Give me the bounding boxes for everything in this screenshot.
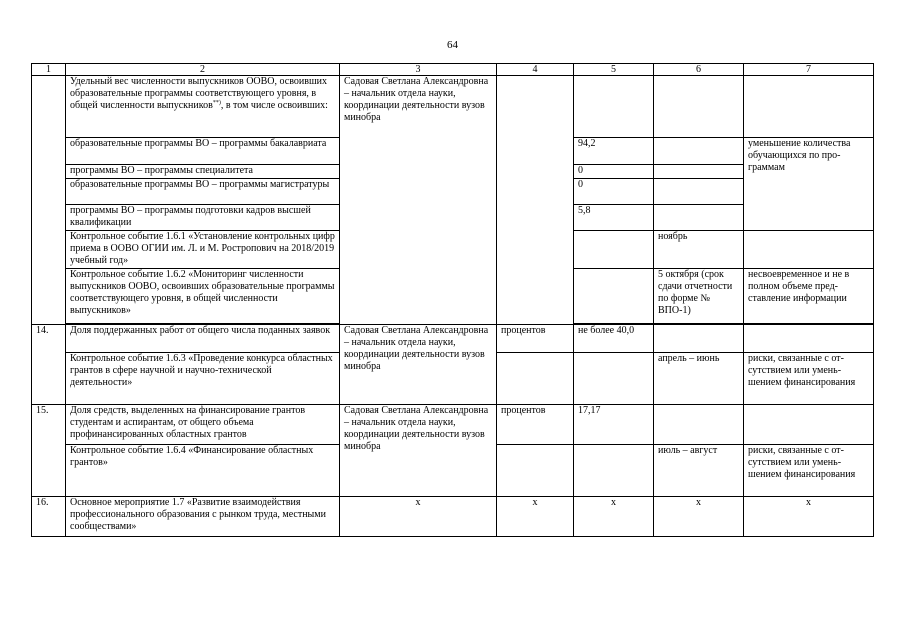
table-row xyxy=(32,76,874,138)
date-cell: 5 октября (срок сдачи отчетности по форме № ВПО-1) xyxy=(654,269,744,324)
value-cell: 94,2 xyxy=(574,138,654,165)
plan-table xyxy=(31,63,874,537)
indicator-label: образовательные программы ВО – программы магистратуры xyxy=(66,179,340,205)
x-mark: х xyxy=(574,497,654,537)
table-row xyxy=(32,405,874,445)
risk-cell xyxy=(744,405,874,445)
control-event-label: Контрольное событие 1.6.3 «Проведение конкурса областных грантов в сфере научной и научно-технической деятельности» xyxy=(66,353,340,405)
indicator-label: Доля средств, выделенных на финансирование грантов студентам и аспирантам, от общего объема профинансированных областных грантов xyxy=(66,405,340,445)
header-col-5: 5 xyxy=(574,64,654,76)
unit-cell: процентов xyxy=(497,405,574,445)
header-col-7: 7 xyxy=(744,64,874,76)
date-cell xyxy=(654,205,744,231)
risk-cell xyxy=(744,76,874,138)
table-header-row xyxy=(32,64,874,76)
header-col-4: 4 xyxy=(497,64,574,76)
risk-cell: несвоевременное и не в полном объеме представление информации xyxy=(744,269,874,324)
risk-cell xyxy=(744,325,874,353)
page-number: 64 xyxy=(447,39,458,51)
unit-cell xyxy=(497,445,574,497)
date-cell xyxy=(654,325,744,353)
footnote-marker: **) xyxy=(212,100,221,106)
risk-cell: риски, связанные с отсутствием или уменьшением финансирования xyxy=(744,445,874,497)
x-mark: х xyxy=(654,497,744,537)
row-number: 15. xyxy=(32,405,66,497)
date-cell: июль – август xyxy=(654,445,744,497)
header-col-6: 6 xyxy=(654,64,744,76)
responsible-person: Садовая Светлана Александровна – начальник отдела науки, координации деятельности вузов минобра xyxy=(340,325,497,405)
date-cell xyxy=(654,405,744,445)
value-cell: не более 40,0 xyxy=(574,325,654,353)
responsible-person: Садовая Светлана Александровна – начальник отдела науки, координации деятельности вузов минобра xyxy=(340,76,497,325)
value-cell xyxy=(574,353,654,405)
control-event-label: Контрольное событие 1.6.2 «Мониторинг численности выпускников ООВО, освоивших образовательные программы соответствующего уровня, в общей численности выпускников» xyxy=(66,269,340,324)
control-event-label: Контрольное событие 1.6.4 «Финансирование областных грантов» xyxy=(66,445,340,497)
indicator-label-tail: , в том числе освоивших: xyxy=(220,100,328,111)
date-cell: ноябрь xyxy=(654,231,744,269)
indicator-label: Доля поддержанных работ от общего числа поданных заявок xyxy=(66,325,340,353)
date-cell xyxy=(654,179,744,205)
row-number-cell xyxy=(32,76,66,325)
risk-cell: риски, связанные с отсутствием или уменьшением финансирования xyxy=(744,353,874,405)
risk-cell xyxy=(744,231,874,269)
unit-cell xyxy=(497,353,574,405)
date-cell xyxy=(654,76,744,138)
responsible-person: Садовая Светлана Александровна – начальник отдела науки, координации деятельности вузов минобра xyxy=(340,405,497,497)
risk-cell: уменьшение количества обучающихся по программам xyxy=(744,138,874,231)
table-row xyxy=(32,497,874,537)
x-mark: х xyxy=(340,497,497,537)
unit-cell xyxy=(497,76,574,325)
row-number: 16. xyxy=(32,497,66,537)
indicator-label: образовательные программы ВО – программы бакалавриата xyxy=(66,138,340,165)
indicator-cell xyxy=(66,76,340,138)
row-number: 14. xyxy=(32,325,66,405)
table-row xyxy=(32,325,874,353)
value-cell xyxy=(574,76,654,138)
indicator-label: Удельный вес численности выпускников ООВО, освоивших образовательные программы соответствующего уровня, в общей численности выпускников xyxy=(70,76,330,111)
value-cell: 5,8 xyxy=(574,205,654,231)
unit-cell: процентов xyxy=(497,325,574,353)
value-cell: 0 xyxy=(574,165,654,179)
value-cell xyxy=(574,231,654,269)
header-col-3: 3 xyxy=(340,64,497,76)
date-cell: апрель – июнь xyxy=(654,353,744,405)
date-cell xyxy=(654,165,744,179)
indicator-label: программы ВО – программы подготовки кадров высшей квалификации xyxy=(66,205,340,231)
header-col-2: 2 xyxy=(66,64,340,76)
value-cell: 17,17 xyxy=(574,405,654,445)
indicator-label: Основное мероприятие 1.7 «Развитие взаимодействия профессионального образования с рынком труда, местными сообществами» xyxy=(66,497,340,537)
x-mark: х xyxy=(497,497,574,537)
value-cell xyxy=(574,445,654,497)
header-col-1: 1 xyxy=(32,64,66,76)
date-cell xyxy=(654,138,744,165)
value-cell: 0 xyxy=(574,179,654,205)
indicator-label: программы ВО – программы специалитета xyxy=(66,165,340,179)
control-event-label: Контрольное событие 1.6.1 «Установление контрольных цифр приема в ООВО ОГИИ им. Л. и М. Ростропович на 2018/2019 учебный год» xyxy=(66,231,340,269)
value-cell xyxy=(574,269,654,324)
x-mark: х xyxy=(744,497,874,537)
